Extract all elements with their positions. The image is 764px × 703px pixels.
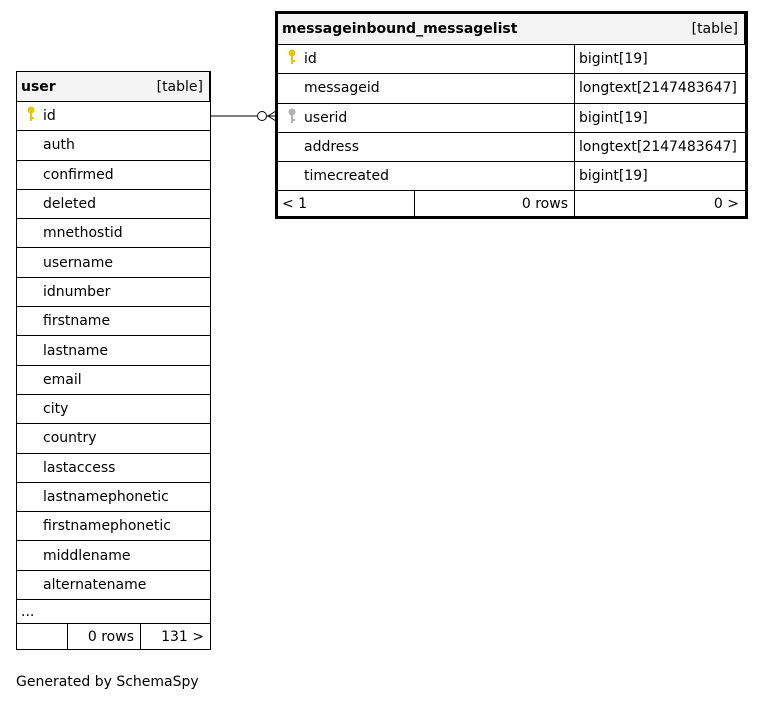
- column-type: bigint[19]: [575, 162, 745, 191]
- messagelist-table-name: messageinbound_messagelist: [282, 21, 518, 37]
- column-name: firstnamephonetic: [43, 518, 171, 535]
- column-name: mnethostid: [43, 225, 123, 242]
- column-name: country: [43, 430, 97, 447]
- column-name: lastnamephonetic: [43, 489, 169, 505]
- user-table-name: user: [21, 78, 56, 95]
- user-footer-rows: 0 rows: [68, 624, 141, 649]
- column-name: auth: [43, 137, 75, 154]
- column-name: messageid: [304, 80, 380, 97]
- column-name: id: [43, 108, 56, 125]
- generated-by-text: Generated by SchemaSpy: [16, 674, 199, 690]
- column-type: bigint[19]: [575, 45, 745, 74]
- relationship-zero-marker: [258, 112, 267, 121]
- column-name: userid: [304, 109, 348, 126]
- column-name: alternatename: [43, 576, 147, 593]
- relationship-crowfoot-top: [268, 111, 276, 116]
- column-type: longtext[2147483647]: [575, 74, 745, 103]
- messagelist-table-kind: [table]: [691, 21, 738, 37]
- messagelist-footer-left[interactable]: < 1: [278, 191, 415, 216]
- column-name: address: [304, 139, 360, 156]
- column-name: confirmed: [43, 166, 114, 183]
- column-name: middlename: [43, 547, 131, 564]
- column-name: firstname: [43, 313, 111, 330]
- column-name: id: [304, 51, 317, 68]
- column-name: lastname: [43, 342, 108, 359]
- user-table-kind: [table]: [156, 78, 203, 95]
- column-name: email: [43, 371, 82, 388]
- column-name: timecreated: [304, 168, 389, 185]
- column-type: longtext[2147483647]: [575, 133, 745, 162]
- column-name: idnumber: [43, 283, 111, 300]
- messagelist-footer-rows: 0 rows: [415, 191, 575, 216]
- column-name: lastaccess: [43, 459, 116, 476]
- messagelist-footer-right[interactable]: 0 >: [713, 195, 739, 212]
- column-name: username: [43, 254, 113, 271]
- column-name: city: [43, 401, 69, 418]
- user-more-columns[interactable]: ...: [17, 600, 210, 624]
- column-type: bigint[19]: [575, 104, 745, 133]
- column-name: deleted: [43, 196, 96, 213]
- relationship-crowfoot-bottom: [268, 116, 276, 121]
- user-footer-right[interactable]: 131 >: [161, 628, 204, 645]
